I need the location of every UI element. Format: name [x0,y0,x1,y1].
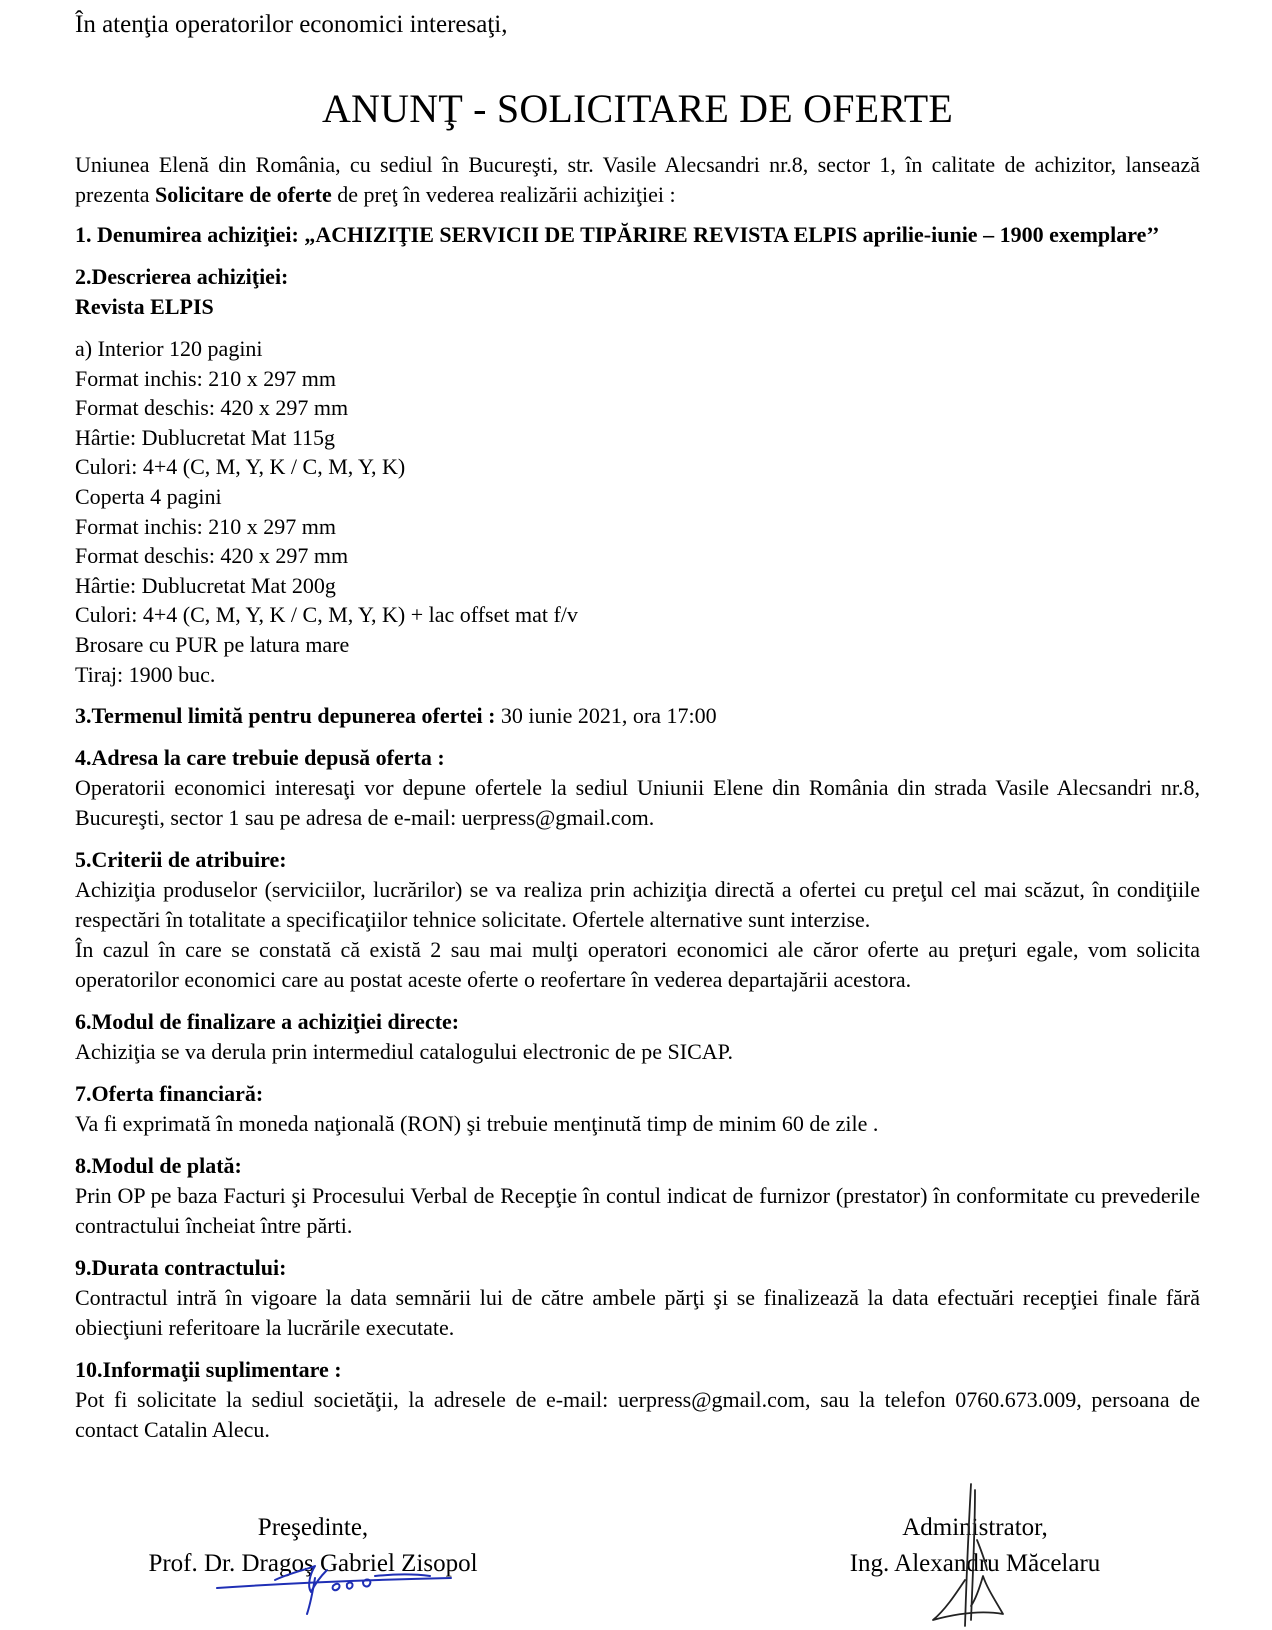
section-3-heading: 3.Termenul limită pentru depunerea ofertei : [75,703,496,729]
intro-text-after: de preţ în vederea realizării achiziţiei : [331,182,676,207]
greeting: În atenţia operatorilor economici interesaţi, [75,11,508,38]
spec-item: Format inchis: 210 x 297 mm [75,513,336,539]
section-4-heading: 4.Adresa la care trebuie depusă oferta : [75,745,445,771]
spec-item: a) Interior 120 pagini [75,336,263,361]
president-handwritten-signature [215,1518,475,1618]
document-page [75,10,1200,1445]
administrator-name: Ing. Alexandru Măcelaru [849,1550,1101,1577]
section-9-text: Contractul intră în vigoare la data semnării lui de către ambele părţi şi se finalizează la data efectuări recepţiei finale fără obiecţiuni referitoare la lucrările executate. [75,1285,1200,1341]
spec-item: Coperta 4 pagini [75,483,222,509]
section-6-text: Achiziţia se va derula prin intermediul catalogului electronic de pe SICAP. [75,1039,733,1065]
intro-text-bold: Solicitare de oferte [155,182,332,207]
section-2-heading: 2.Descrierea achiziţiei: [75,264,289,289]
section-3-text: 30 iunie 2021, ora 17:00 [495,703,717,729]
spec-item: Format deschis: 420 x 297 mm [75,543,349,569]
spec-item: Tiraj: 1900 buc. [75,661,216,687]
section-5-heading: 5.Criterii de atribuire: [75,847,287,873]
spec-item: Format deschis: 420 x 297 mm [75,395,349,421]
spec-item: Hârtie: Dublucretat Mat 115g [75,424,336,450]
intro-text-before: Uniunea Elenă din România, cu sediul în Bucureşti, str. Vasile Alecsandri nr.8, sector 1, în calitate de achizitor, lansează prezenta [75,152,1200,207]
document-title: ANUNŢ - SOLICITARE DE OFERTE [321,86,954,131]
spec-item: Hârtie: Dublucretat Mat 200g [75,572,336,598]
spec-item: Culori: 4+4 (C, M, Y, K / C, M, Y, K) + lac offset mat f/v [75,602,578,628]
section-5-text-1: Achiziţia produselor (serviciilor, lucrărilor) se va realiza prin achiziţia directă a ofertei cu preţul cel mai scăzut, în condiţiile respectări în totalitate a specificaţiilor tehnice solicitate. Ofertele alternative sunt interzise. [75,877,1200,933]
section-7-heading: 7.Oferta financiară: [75,1081,264,1107]
spec-item: Culori: 4+4 (C, M, Y, K / C, M, Y, K) [75,454,406,480]
section-9-heading: 9.Durata contractului: [75,1255,287,1281]
section-7-text: Va fi exprimată în moneda naţională (RON) şi trebuie menţinută timp de minim 60 de zile . [75,1111,879,1137]
administrator-handwritten-signature [925,1480,1015,1630]
intro-paragraph [75,150,1200,210]
spec-item: Brosare cu PUR pe latura mare [75,631,350,657]
section-8-heading: 8.Modul de plată: [75,1153,242,1179]
section-4-text: Operatorii economici interesaţi vor depune ofertele la sediul Uniunii Elene din România din strada Vasile Alecsandri nr.8, Bucureşti, sector 1 sau pe adresa de e-mail: uerpress@gmail.com. [75,775,1200,831]
section-6-heading: 6.Modul de finalizare a achiziţiei directe: [75,1009,460,1035]
section-10-heading: 10.Informaţii suplimentare : [75,1357,342,1383]
spec-item: Format inchis: 210 x 297 mm [75,365,336,391]
spec-list [75,334,1200,689]
president-name: Prof. Dr. Dragoş Gabriel Zisopol [148,1550,478,1577]
section-5-text-2: În cazul în care se constată că există 2 sau mai mulţi operatori economici ale căror oferte au preţuri egale, vom solicita operatorilor economici care au postat aceste oferte o reofertare în vederea departajării acestora. [75,937,1200,993]
president-title: Preşedinte, [257,1514,369,1541]
section-8-text: Prin OP pe baza Facturi şi Procesului Verbal de Recepţie în contul indicat de furnizor (prestator) în conformitate cu prevederile contractului încheiat între părti. [75,1183,1200,1239]
section-10-text: Pot fi solicitate la sediul societăţii, la adresele de e-mail: uerpress@gmail.com, sau la telefon 0760.673.009, persoana de contact Catalin Alecu. [75,1387,1200,1443]
administrator-title: Administrator, [902,1514,1048,1541]
section-3 [75,701,1200,731]
section-2-subheading: Revista ELPIS [75,294,214,319]
section-1-title: 1. Denumirea achiziţiei: „ACHIZIŢIE SERVICII DE TIPĂRIRE REVISTA ELPIS aprilie-iunie – 1900 exemplare’’ [75,222,1160,247]
